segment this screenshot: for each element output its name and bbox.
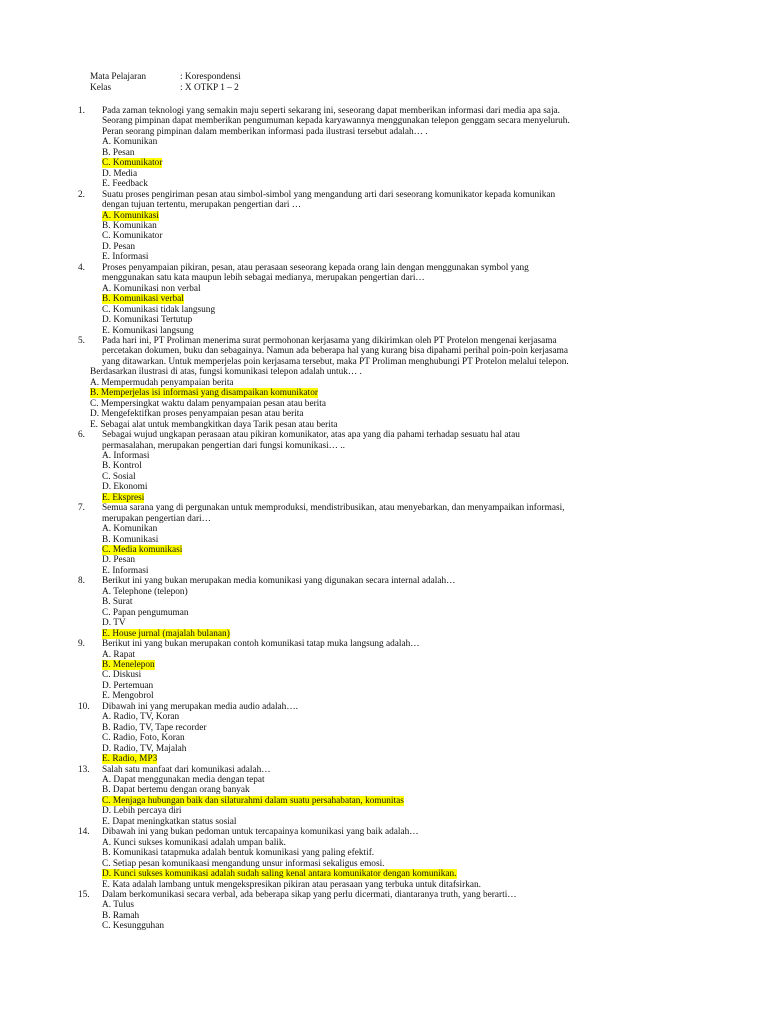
- answer-option: [102, 754, 698, 764]
- answer-option-text: D. Pesan: [102, 241, 136, 252]
- answer-option: [102, 869, 698, 879]
- answer-option: [102, 472, 698, 482]
- question-item: [78, 765, 698, 828]
- question-text: Salah satu manfaat dari komunikasi adalah…: [102, 764, 271, 775]
- question-text: Proses penyampaian pikiran, pesan, atau perasaan seseorang kepada orang lain dengan menggunakan symbol yang menggunakan satu kata maupun lebih sebagai medianya, merupakan pengertian dari…: [102, 262, 529, 284]
- answer-option: [102, 242, 698, 252]
- answer-option-text: C. Setiap pesan komunikaasi mengandung unsur informasi sekaligus emosi.: [102, 858, 385, 869]
- answer-option-text: B. Pesan: [102, 147, 135, 158]
- answer-option-text: B. Radio, TV, Tape recorder: [102, 722, 207, 733]
- answer-option-text: A. Komunikan: [102, 524, 158, 535]
- answer-option: [102, 461, 698, 471]
- answer-option-text: B. Komunikasi tatapmuka adalah bentuk komunikasi yang paling efektif.: [102, 848, 375, 859]
- answer-option-text: E. Komunikasi langsung: [102, 325, 194, 336]
- answer-option-text: A. Komunikasi non verbal: [102, 283, 201, 294]
- question-item: [78, 827, 698, 890]
- answer-option-text: C. Papan pengumuman: [102, 607, 189, 618]
- question-text: Suatu proses pengiriman pesan atau simbol-simbol yang mengandung arti dari seseorang komunikator kepada komunikan dengan tujuan tertentu, merupakan pengertian dari …: [102, 189, 556, 211]
- answer-option-text: C. Diskusi: [102, 670, 142, 681]
- answer-option-text: D. TV: [102, 618, 126, 629]
- question-body: [102, 827, 698, 890]
- answer-option: [102, 493, 698, 503]
- question-text: Semua sarana yang di pergunakan untuk memproduksi, mendistribusikan, atau menyebarkan, dan menyampaikan informasi, merupakan pengertian dari…: [102, 503, 565, 524]
- answer-option: [102, 587, 698, 597]
- answer-option-text: B. Surat: [102, 597, 133, 608]
- answer-option-text: A. Kunci sukses komunikasi adalah umpan balik.: [102, 837, 286, 848]
- question-item: [78, 639, 698, 702]
- answer-option-highlighted-text: C. Menjaga hubungan baik dan silaturahmi dalam suatu persahabatan, komunitas: [102, 795, 404, 806]
- answer-option: [102, 231, 698, 241]
- answer-option-text: B. Komunikan: [102, 220, 157, 231]
- answer-option: [102, 597, 698, 607]
- answer-option: [102, 733, 698, 743]
- answer-option-text: C. Komunikasi tidak langsung: [102, 304, 216, 315]
- answer-option: [102, 179, 698, 189]
- answer-option: [102, 252, 698, 262]
- answer-option: [102, 326, 698, 336]
- answer-option-text: A. Informasi: [102, 450, 150, 461]
- answer-option-text: C. Sosial: [102, 471, 136, 482]
- question-text: Pada zaman teknologi yang semakin maju seperti sekarang ini, seseorang dapat memberikan informasi dari media apa saja. Seorang pimpinan dapat memberikan pengumuman kepada karyawannya menggunakan telepon genggam secara menyeluruh. Peran seorang pimpinan dalam memberikan informasi pada ilustrasi tersebut adalah… .: [102, 106, 570, 137]
- question-item: [78, 503, 698, 576]
- question-number: 15.: [78, 889, 90, 900]
- question-item: [78, 336, 698, 430]
- answer-option: [102, 211, 698, 221]
- answer-option: [102, 796, 698, 806]
- question-text: Dalam berkomunikasi secara verbal, ada beberapa sikap yang perlu dicermati, diantaranya truth, yang berarti…: [102, 889, 517, 900]
- answer-option-highlighted-text: B. Komunikasi verbal: [102, 294, 184, 305]
- answer-option-text: D. Pertemuan: [102, 680, 154, 691]
- question-text: Berikut ini yang bukan merupakan media komunikasi yang digunakan secara internal adalah…: [102, 576, 456, 587]
- answer-option-highlighted-text: D. Kunci sukses komunikasi adalah sudah saling kenal antara komunikator dengan komunikan.: [102, 869, 457, 880]
- answer-option: [90, 409, 698, 419]
- question-item: [78, 190, 698, 263]
- answer-option: [102, 305, 698, 315]
- question-number: 8.: [78, 576, 85, 587]
- question-number: 1.: [78, 106, 85, 116]
- question-body: [102, 702, 698, 765]
- question-text: Berikut ini yang bukan merupakan contoh komunikasi tatap muka langsung adalah…: [102, 639, 420, 650]
- question-number: 5.: [78, 335, 85, 346]
- answer-option-text: A. Telephone (telepon): [102, 586, 188, 597]
- question-number: 10.: [78, 701, 90, 712]
- answer-option-text: B. Kontrol: [102, 461, 142, 472]
- class-row: [90, 83, 241, 94]
- question-body: [90, 335, 698, 430]
- answer-option: [102, 169, 698, 179]
- question-list: [78, 106, 698, 932]
- question-body: [102, 106, 698, 190]
- answer-option-highlighted-text: B. Memperjelas isi informasi yang disampaikan komunikator: [90, 388, 318, 399]
- answer-option-text: B. Dapat bertemu dengan orang banyak: [102, 785, 250, 796]
- answer-option: [102, 566, 698, 576]
- answer-option: [102, 660, 698, 670]
- answer-option-text: A. Tulus: [102, 900, 135, 911]
- answer-option-text: D. Media: [102, 168, 138, 179]
- answer-option-highlighted-text: E. Ekspresi: [102, 492, 145, 503]
- question-item: [78, 576, 698, 639]
- answer-option-text: A. Komunikan: [102, 137, 158, 148]
- question-body: [102, 263, 698, 336]
- answer-option: [102, 482, 698, 492]
- question-item: [78, 890, 698, 932]
- answer-option: [102, 900, 698, 910]
- answer-option: [102, 535, 698, 545]
- question-number: 9.: [78, 639, 85, 650]
- answer-option-highlighted-text: A. Komunikasi: [102, 210, 159, 221]
- question-body: [102, 190, 698, 263]
- question-text: Dibawah ini yang merupakan media audio adalah….: [102, 701, 298, 712]
- answer-option-text: D. Radio, TV, Majalah: [102, 743, 187, 754]
- answer-option: [102, 608, 698, 618]
- answer-option-text: D. Pesan: [102, 555, 136, 566]
- question-item: [78, 702, 698, 765]
- answer-option: [102, 555, 698, 565]
- answer-option-text: A. Radio, TV, Koran: [102, 712, 180, 723]
- answer-option: [102, 670, 698, 680]
- question-number: 7.: [78, 503, 85, 514]
- question-item: [78, 430, 698, 503]
- question-body: [102, 430, 698, 503]
- question-number: 14.: [78, 827, 90, 838]
- answer-option-text: E. Informasi: [102, 565, 149, 576]
- answer-option: [102, 712, 698, 722]
- answer-option: [90, 399, 698, 409]
- answer-option: [102, 618, 698, 628]
- question-body: [102, 576, 698, 639]
- answer-option: [102, 221, 698, 231]
- answer-option-text: C. Komunikator: [102, 231, 163, 242]
- question-number: 6.: [78, 430, 85, 441]
- answer-option: [102, 691, 698, 701]
- question-body: [102, 639, 698, 702]
- answer-option: [102, 148, 698, 158]
- answer-option-text: D. Ekonomi: [102, 482, 148, 493]
- answer-option-highlighted-text: C. Komunikator: [102, 158, 163, 169]
- answer-option: [102, 838, 698, 848]
- answer-option: [102, 681, 698, 691]
- answer-option: [102, 545, 698, 555]
- answer-option: [90, 388, 698, 398]
- answer-option: [102, 451, 698, 461]
- subject-value: : Korespondensi: [180, 72, 241, 82]
- answer-option-text: A. Rapat: [102, 649, 136, 660]
- answer-option-text: E. Informasi: [102, 252, 149, 263]
- answer-option: [102, 723, 698, 733]
- question-number: 4.: [78, 262, 85, 273]
- answer-option: [102, 629, 698, 639]
- class-value: : X OTKP 1 – 2: [180, 83, 239, 93]
- answer-option-highlighted-text: E. Radio, MP3: [102, 754, 158, 765]
- answer-option: [102, 817, 698, 827]
- answer-option: [102, 911, 698, 921]
- answer-option-text: B. Komunikasi: [102, 534, 159, 545]
- answer-option: [102, 284, 698, 294]
- answer-option-text: E. Mengobrol: [102, 691, 154, 702]
- question-text: Dibawah ini yang bukan pedoman untuk tercapainya komunikasi yang baik adalah…: [102, 827, 419, 838]
- question-text: Pada hari ini, PT Proliman menerima surat permohonan kerjasama yang dikirimkan oleh PT Protelon mengenai kerjasama percetakan dokumen, buku dan sebagainya. Namun ada beberapa hal yang kurang bisa dipahami perihal poin-poin kerjasama yang ditawarkan. Untuk memperjelas poin kerjasama tersebut, maka PT Proliman menghubungi PT Protelon melalui telepon.: [102, 335, 569, 367]
- answer-option: [102, 650, 698, 660]
- answer-option-text: E. Kata adalah lambang untuk mengekspresikan pikiran atau perasaan yang terbuka untuk ditafsirkan.: [102, 879, 481, 890]
- answer-option: [90, 420, 698, 430]
- answer-option: [102, 744, 698, 754]
- answer-option-text: D. Mengefektifkan proses penyampaian pesan atau berita: [90, 409, 304, 420]
- answer-option: [102, 524, 698, 534]
- answer-option: [102, 785, 698, 795]
- answer-option: [102, 848, 698, 858]
- answer-option-text: E. Dapat meningkatkan status sosial: [102, 816, 237, 827]
- question-subtext: Berdasarkan ilustrasi di atas, fungsi komunikasi telepon adalah untuk… .: [90, 367, 362, 378]
- question-number: 2.: [78, 189, 85, 200]
- question-body: [102, 890, 698, 932]
- subject-row: [90, 72, 241, 83]
- answer-option: [102, 137, 698, 147]
- answer-option-text: D. Lebih percaya diri: [102, 806, 182, 817]
- answer-option-text: E. Feedback: [102, 179, 148, 190]
- answer-option: [102, 880, 698, 890]
- question-item: [78, 263, 698, 336]
- answer-option: [102, 859, 698, 869]
- question-body: [102, 503, 698, 576]
- document-header: [90, 72, 241, 94]
- answer-option-text: A. Dapat menggunakan media dengan tepat: [102, 775, 265, 785]
- class-label: Kelas: [90, 83, 112, 93]
- question-body: [102, 765, 698, 828]
- answer-option-text: C. Kesungguhan: [102, 921, 164, 932]
- question-text: Sebagai wujud ungkapan perasaan atau pikiran komunikator, atas apa yang dia pahami terhadap sesuatu hal atau permasalahan, merupakan pengertian dari fungsi komunikasi… ..: [102, 430, 520, 451]
- answer-option-text: C. Mempersingkat waktu dalam penyampaian pesan atau berita: [90, 398, 326, 409]
- subject-label: Mata Pelajaran: [90, 72, 147, 82]
- answer-option-text: C. Radio, Foto, Koran: [102, 733, 185, 744]
- answer-option: [102, 775, 698, 785]
- answer-option-highlighted-text: B. Menelepon: [102, 660, 155, 671]
- question-item: [78, 106, 698, 190]
- answer-option-highlighted-text: E. House jurnal (majalah bulanan): [102, 628, 230, 639]
- question-number: 13.: [78, 764, 90, 775]
- answer-option: [102, 806, 698, 816]
- answer-option-text: B. Ramah: [102, 910, 140, 921]
- answer-option: [102, 294, 698, 304]
- answer-option-text: A. Mempermudah penyampaian berita: [90, 377, 234, 388]
- answer-option-highlighted-text: C. Media komunikasi: [102, 545, 183, 556]
- answer-option: [102, 315, 698, 325]
- answer-option: [90, 378, 698, 388]
- answer-option-text: E. Sebagai alat untuk membangkitkan daya Tarik pesan atau berita: [90, 419, 338, 430]
- answer-option: [102, 921, 698, 931]
- answer-option-text: D. Komunikasi Tertutup: [102, 315, 193, 326]
- answer-option: [102, 158, 698, 168]
